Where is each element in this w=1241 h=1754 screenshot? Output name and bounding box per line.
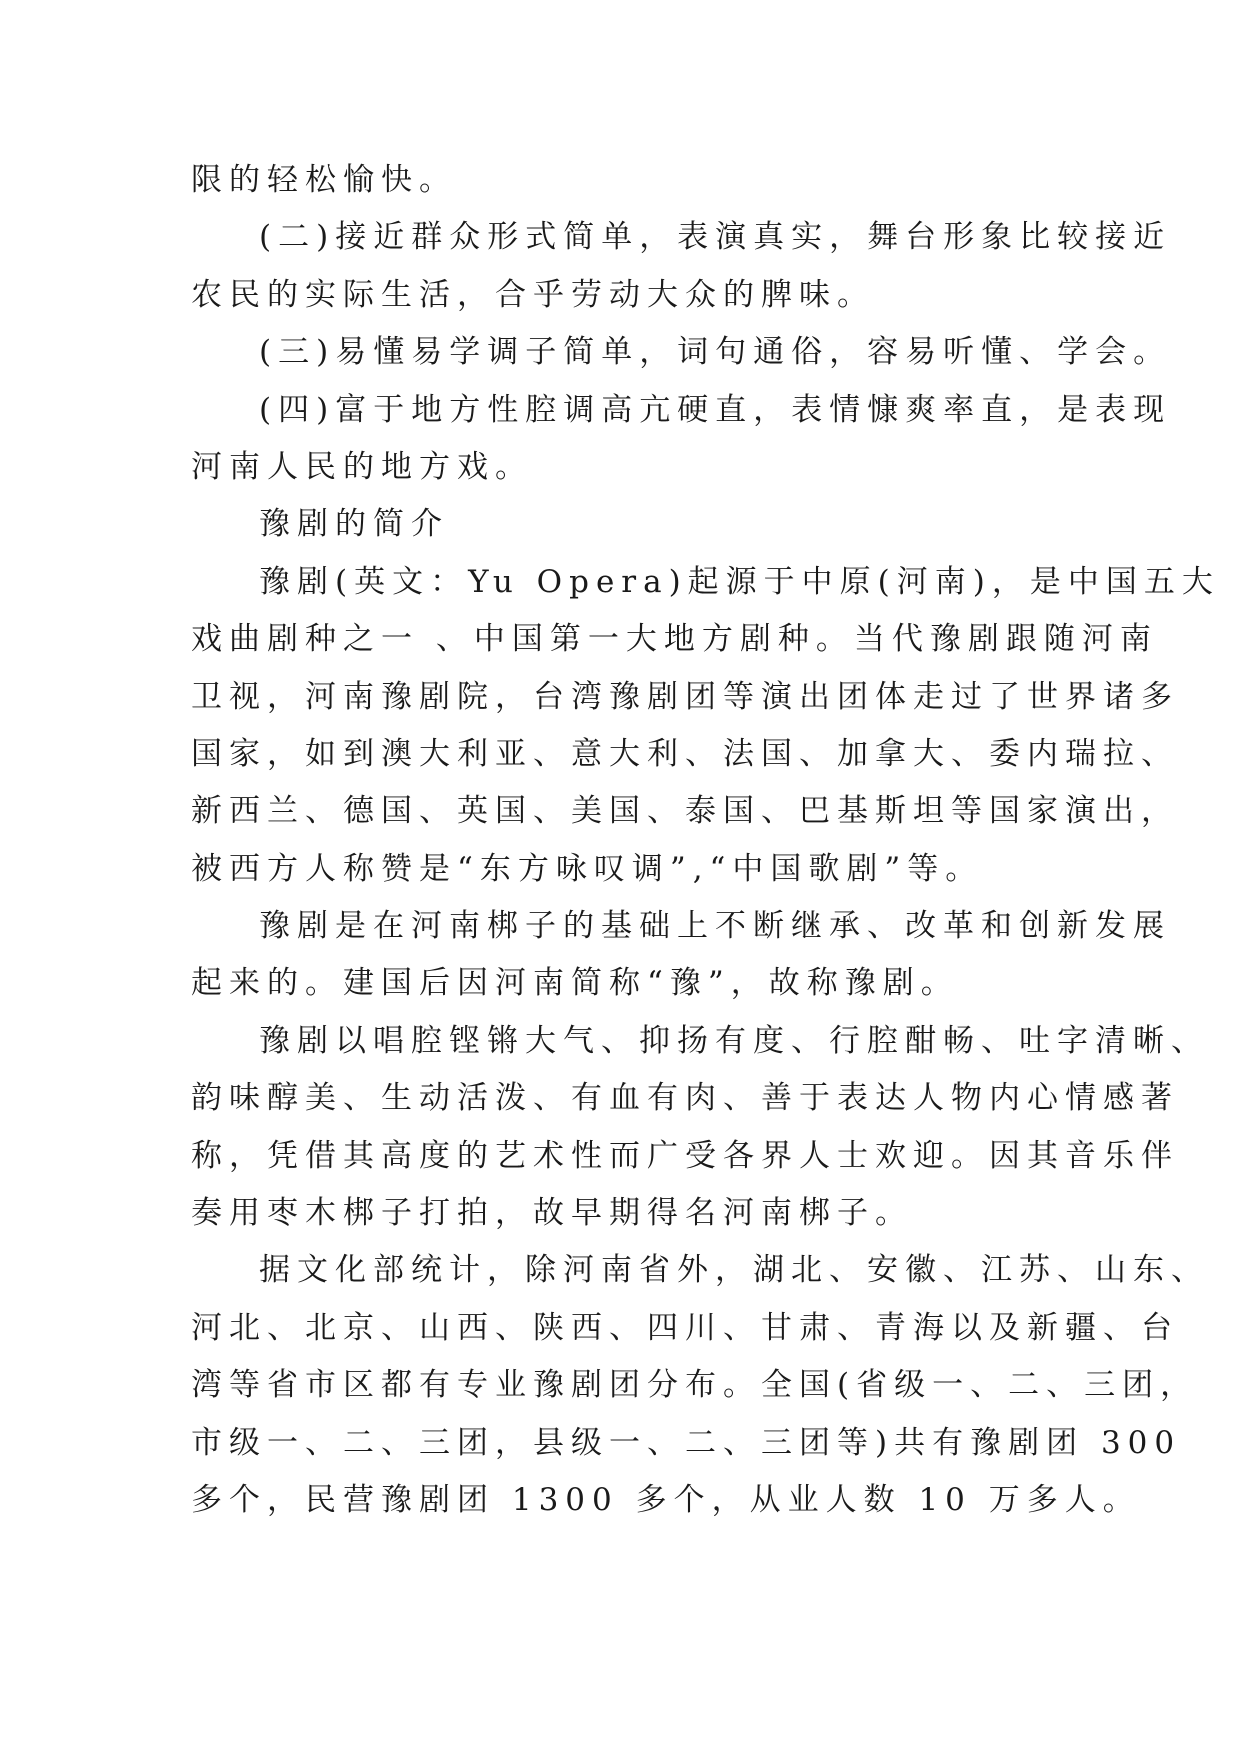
text-line: 市级一、二、三团，县级一、二、三团等)共有豫剧团 300 bbox=[191, 1424, 1182, 1461]
text-line: 河南人民的地方戏。 bbox=[191, 448, 533, 485]
text-line: (四)富于地方性腔调高亢硬直，表情慷爽率直，是表现 bbox=[259, 391, 1172, 428]
text-line: 被西方人称赞是“东方咏叹调”,“中国歌剧”等。 bbox=[191, 850, 984, 887]
body-text bbox=[191, 152, 1220, 1529]
text-line: (三)易懂易学调子简单，词句通俗，容易听懂、学会。 bbox=[259, 334, 1172, 371]
text-line: 农民的实际生活，合乎劳动大众的脾味。 bbox=[191, 276, 875, 313]
text-line: 韵味醇美、生动活泼、有血有肉、善于表达人物内心情感著 bbox=[191, 1080, 1179, 1117]
text-line: 豫剧是在河南梆子的基础上不断继承、改革和创新发展 bbox=[259, 908, 1171, 945]
text-line: 戏曲剧种之一 、中国第一大地方剧种。当代豫剧跟随河南 bbox=[191, 621, 1158, 658]
text-line: 国家，如到澳大利亚、意大利、法国、加拿大、委内瑞拉、 bbox=[191, 735, 1179, 772]
text-line: 河北、北京、山西、陕西、四川、甘肃、青海以及新疆、台 bbox=[191, 1309, 1179, 1346]
text-line: 豫剧以唱腔铿锵大气、抑扬有度、行腔酣畅、吐字清晰、 bbox=[259, 1022, 1209, 1059]
text-line: 多个，民营豫剧团 1300 多个，从业人数 10 万多人。 bbox=[191, 1481, 1141, 1518]
section-heading: 豫剧的简介 bbox=[259, 506, 449, 543]
text-line: 奏用枣木梆子打拍，故早期得名河南梆子。 bbox=[191, 1195, 913, 1232]
text-line: 限的轻松愉快。 bbox=[191, 162, 457, 198]
text-line: (二)接近群众形式简单，表演真实，舞台形象比较接近 bbox=[259, 219, 1172, 256]
text-line: 湾等省市区都有专业豫剧团分布。全国(省级一、二、三团， bbox=[191, 1367, 1199, 1404]
text-line: 据文化部统计，除河南省外，湖北、安徽、江苏、山东、 bbox=[259, 1252, 1209, 1289]
text-line: 称，凭借其高度的艺术性而广受各界人士欢迎。因其音乐伴 bbox=[191, 1137, 1179, 1174]
text-line: 起来的。建国后因河南简称“豫”，故称豫剧。 bbox=[191, 965, 959, 1002]
text-line: 卫视，河南豫剧院，台湾豫剧团等演出团体走过了世界诸多 bbox=[191, 678, 1179, 715]
text-line: 新西兰、德国、英国、美国、泰国、巴基斯坦等国家演出， bbox=[191, 793, 1179, 830]
text-line: 豫剧(英文：Yu Opera)起源于中原(河南)，是中国五大 bbox=[259, 563, 1220, 600]
